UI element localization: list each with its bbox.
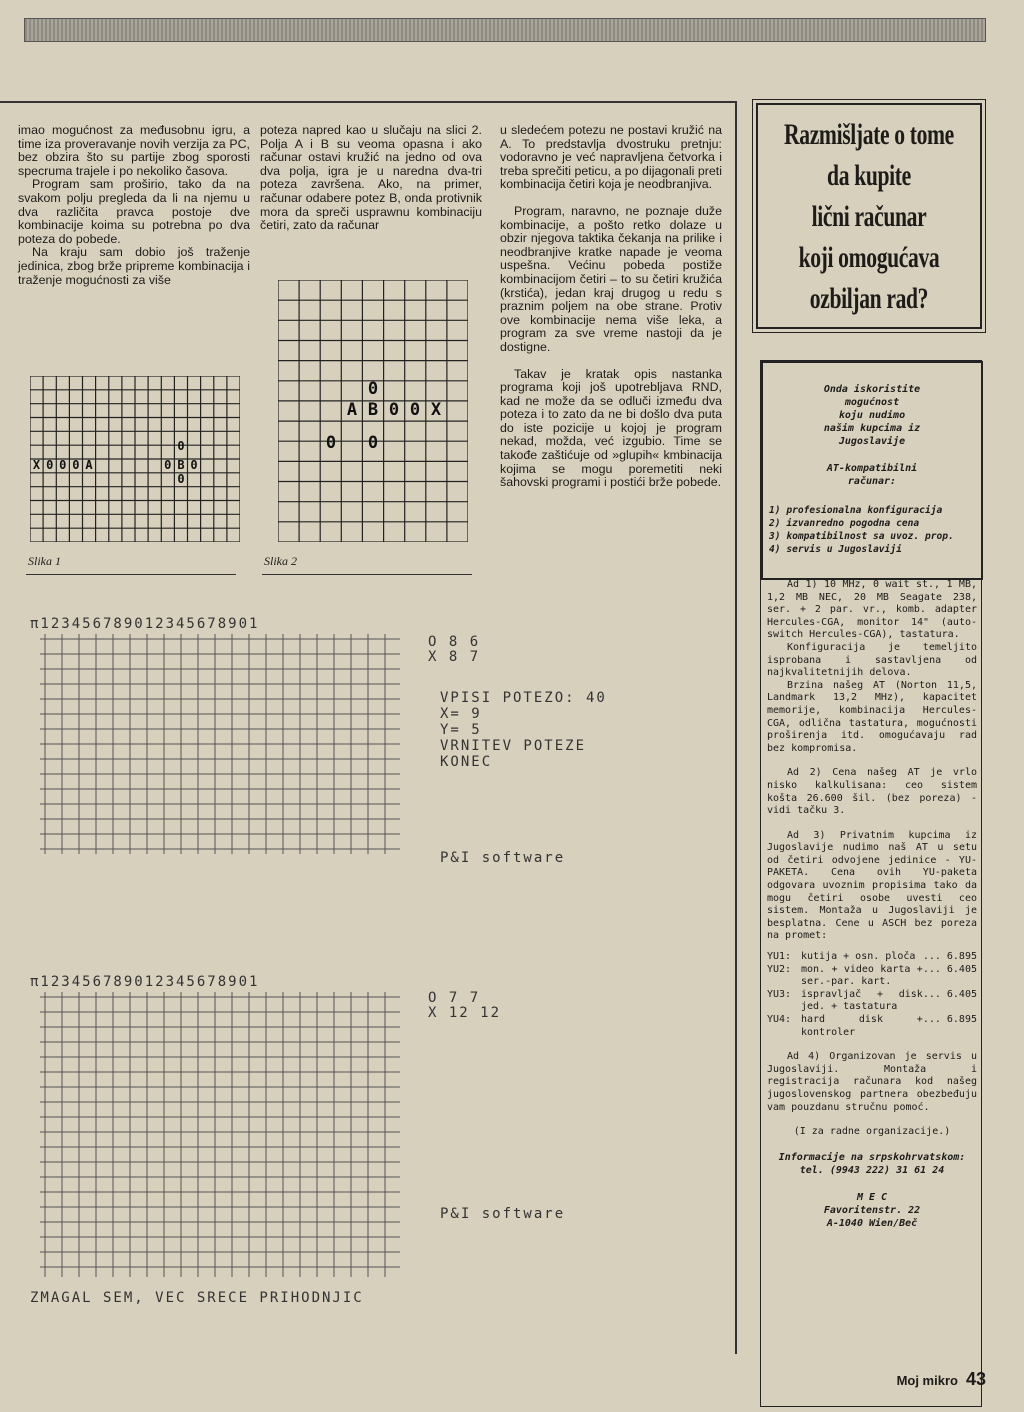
paragraph: Program, naravno, ne poznaje duže kombinacije, a pošto retko dolaze u obzir njegova taktika čekanja na prilike i neodbranjive kratke napade je veoma uspešna. Većinu pobeda postiže kombinacijom četiri – to su četiri kružića (krstića), jedan kraj drugog u redu s praznim poljem na obe strane. Protiv ove kombinacije nema više leka, a program za sve vreme nastoji da je dostigne. (500, 203, 722, 354)
headline-line: Razmišljate o tome (784, 117, 954, 151)
stat-line: VRNITEV POTEZE (440, 738, 587, 754)
ad-body (767, 579, 977, 1230)
screen-2-bottom-message: ZMAGAL SEM, VEC SRECE PRIHODNJIC (30, 1290, 364, 1306)
ad-intro-box (761, 361, 983, 580)
stat-line: Y= 5 (440, 722, 482, 738)
price-code: YU4: (767, 1014, 792, 1025)
slika-1-board (30, 376, 240, 542)
company-line: A-1040 Wien/Beč (826, 1217, 918, 1229)
screen-1-score-o: O 8 6 (428, 634, 481, 650)
headline-line: lični računar (811, 199, 927, 233)
company-line: Favoritenstr. 22 (823, 1204, 921, 1216)
paragraph: poteza napred kao u slučaju na slici 2. Polja A i B su veoma opasna i ako računar ostavi kružić na jedno od ova dva polja, igra je u naredna dva-tri poteza završena. Ako, na primer, računar odabere potez B, onda protivnik mora da spreči usprawnu kombinaciju četiri, zato da računar (260, 123, 482, 233)
paragraph: Program sam proširio, tako da na svakom polju pregleda da li na njemu u dva različita pravca postoje dve kombinacije koima su potrebna po dva poteza do pobede. (18, 177, 250, 246)
headline-line: da kupite (827, 158, 911, 192)
price-item: kutija + osn. ploča (801, 951, 916, 963)
top-decorative-bar (24, 18, 986, 42)
price-value: ... 6.405 (922, 988, 977, 1000)
ad-intro-line: našim kupcima iz (823, 423, 921, 434)
company-line: M E C (856, 1191, 888, 1203)
price-row (767, 989, 977, 1014)
price-row (767, 964, 977, 989)
ad-headline (784, 114, 954, 319)
slika-1-mark: 0 (46, 458, 54, 472)
slika-2-caption: Slika 2 (264, 554, 297, 568)
ad-para-1: Ad 1) 10 MHz, 0 wait st., 1 MB, 1,2 MB NEC, 20 MB Seagate 238, ser. + 2 par. vr., komb. adapter Hercules-CGA, monitor 14" (auto-switch Hercules-CGA), tastatura. (767, 579, 977, 641)
slika-2-mark: 0 (388, 400, 400, 420)
ad-para-3: Ad 3) Privatnim kupcima iz Jugoslavije nudimo naš AT u setu od četiri odvojene jedinice - YU-PAKETA. Cena ovih YU-paketa odgovara uvoznim propisima tako da mogu četiri osobe uvesti ceo sistem. Montaža u Jugoslaviji je besplatna. Cene u ASCH bez poreza na promet: (767, 829, 977, 942)
ad-org-note: (I za radne organizacije.) (793, 1126, 951, 1138)
screen-2-score-o: O 7 7 (428, 990, 481, 1006)
slika-2-mark: 0 (367, 433, 379, 453)
caption-rule-2 (262, 574, 472, 575)
magazine-name: Moj mikro (896, 1373, 958, 1388)
screen-1-credit: P&I software (440, 850, 566, 866)
price-item: hard disk + kontroler (801, 1014, 923, 1038)
ad-at-line: računar: (847, 476, 897, 487)
caption-rule-1 (26, 574, 236, 575)
screen-1-board (40, 634, 400, 934)
ad-price-list (767, 951, 977, 1039)
price-row (767, 1014, 977, 1039)
ad-company (767, 1191, 977, 1230)
advertisement (760, 360, 982, 1407)
slika-1-mark-above: 0 (177, 439, 185, 453)
slika-1-mark-b: B (177, 458, 185, 472)
ad-at-title (763, 462, 981, 488)
ad-intro (763, 383, 981, 448)
ad-intro-line: Onda iskoristite (823, 384, 921, 395)
paragraph: Takav je kratak opis nastanka programa koji još upotrebljava RND, kad ne može da se odluči između dva poteza i to zato da ne bi došlo dva puta do iste pozicije u kojoj je program nekad, možda, već izgubio. Time se takođe zaštićuje od »glupih« kmbinacija kojima se mogu poremetiti neki šahovski programi i postići brže pobede. (500, 366, 722, 490)
slika-1-mark-a: A (85, 458, 93, 472)
price-item: ispravljač + disk jed. + tastatura (801, 988, 923, 1013)
ad-intro-line: koju nudimo (838, 410, 906, 421)
stat-line: X= 9 (440, 706, 482, 722)
article-column-2 (260, 124, 482, 233)
price-value: ... 6.405 (922, 963, 977, 975)
slika-1-caption: Slika 1 (28, 554, 61, 568)
screen-1-score-x: X 8 7 (428, 649, 481, 665)
ad-para-1c: Brzina našeg AT (Norton 11,5, Landmark 13,2 MHz), kapacitet memorije, kombinacija Hercules-CGA, odlična tastatura, mogućnosti proširenja itd. omogućavaju rad bez kompromisa. (767, 679, 977, 754)
slika-2-mark: 0 (409, 400, 421, 420)
ad-intro-line: mogućnost (844, 397, 900, 408)
ad-para-2: Ad 2) Cena našeg AT je vrlo nisko kalkulisana: ceo sistem košta 26.600 šil. (bez poreza) - vidi tačku 3. (767, 767, 977, 817)
price-value: ... 6.895 (922, 951, 977, 963)
article-column-3 (500, 124, 722, 490)
ad-para-4: Ad 4) Organizovan je servis u Jugoslaviji. Montaža i registracija računara kod našeg jugoslovenskog partnera obezbeđuju vam pouzdanu stručnu pomoć. (767, 1051, 977, 1113)
screen-2-credit: P&I software (440, 1206, 566, 1222)
slika-1-mark: 0 (72, 458, 80, 472)
headline-line: koji omogućava (798, 240, 940, 274)
ad-feature: 1) profesionalna konfiguracija (769, 505, 943, 516)
slika-2-mark: 0 (325, 433, 337, 453)
slika-1-mark: X (32, 458, 41, 472)
price-code: YU2: (767, 963, 792, 975)
price-code: YU1: (767, 951, 792, 963)
screen-1-stats (440, 690, 607, 770)
stat-line: VPISI POTEZO: 40 (440, 690, 607, 706)
page-footer (897, 1369, 986, 1390)
slika-1-mark: 0 (164, 458, 172, 472)
ad-features (769, 504, 981, 556)
slika-2-mark-b: B (367, 400, 379, 420)
slika-1-mark: 0 (59, 458, 67, 472)
screen-2-board (40, 992, 400, 1287)
ad-at-line: AT-kompatibilni (826, 463, 918, 474)
slika-1-mark-below: 0 (177, 472, 185, 486)
ad-feature: 3) kompatibilnost sa uvoz. prop. (769, 531, 954, 542)
slika-2-mark: X (430, 400, 442, 420)
price-value: ... 6.895 (922, 1014, 977, 1025)
stat-line: KONEC (440, 754, 493, 770)
price-item: mon. + video karta + ser.-par. kart. (801, 963, 923, 988)
paragraph: imao mogućnost za međusobnu igru, a time iza proveravanje novih verzija za PC, bez obzira što su partije zbog sporosti specruma trajele i po nekoliko časova. (18, 123, 250, 178)
ad-para-1b: Konfiguracija je temeljito isprobana i sastavljena od najkvalitetnijih delova. (767, 641, 977, 679)
page-number: 43 (965, 1369, 986, 1389)
slika-2-board (278, 280, 468, 542)
slika-2-mark-a: A (346, 400, 358, 420)
article-column-1 (18, 124, 250, 287)
frame-right-line (735, 101, 737, 1354)
ad-feature: 4) servis u Jugoslaviji (769, 544, 902, 555)
ad-feature: 2) izvanredno pogodna cena (769, 518, 920, 529)
paragraph: Na kraju sam dobio još traženje jedinica, zbog brže pripreme kombinacija i traženje mogućnosti za više (18, 245, 250, 287)
ad-headline-box (756, 103, 982, 329)
screen-2-header: π1234567890123456789​01 (30, 974, 260, 990)
screen-1-header: π1234567890123456789​01 (30, 616, 260, 632)
paragraph: u sledećem potezu ne postavi kružić na A. To predstavlja dvostruku pretnju: vodoravno je već napravljena četvorka i treba sprečiti peticu, a po dijagonali preti kombinacija četiri koja je neodbranjiva. (500, 123, 722, 192)
slika-1-mark: 0 (190, 458, 198, 472)
frame-top-line (0, 101, 736, 103)
price-row (767, 951, 977, 964)
ad-intro-line: Jugoslavije (838, 436, 906, 447)
price-code: YU3: (767, 988, 792, 1000)
headline-line: ozbiljan rad? (809, 281, 929, 315)
ad-info: Informacije na srpskohrvatskom: tel. (9943 222) 31 61 24 (778, 1151, 966, 1176)
slika-2-mark-above: 0 (367, 379, 379, 399)
screen-2-score-x: X 12 12 (428, 1005, 502, 1021)
